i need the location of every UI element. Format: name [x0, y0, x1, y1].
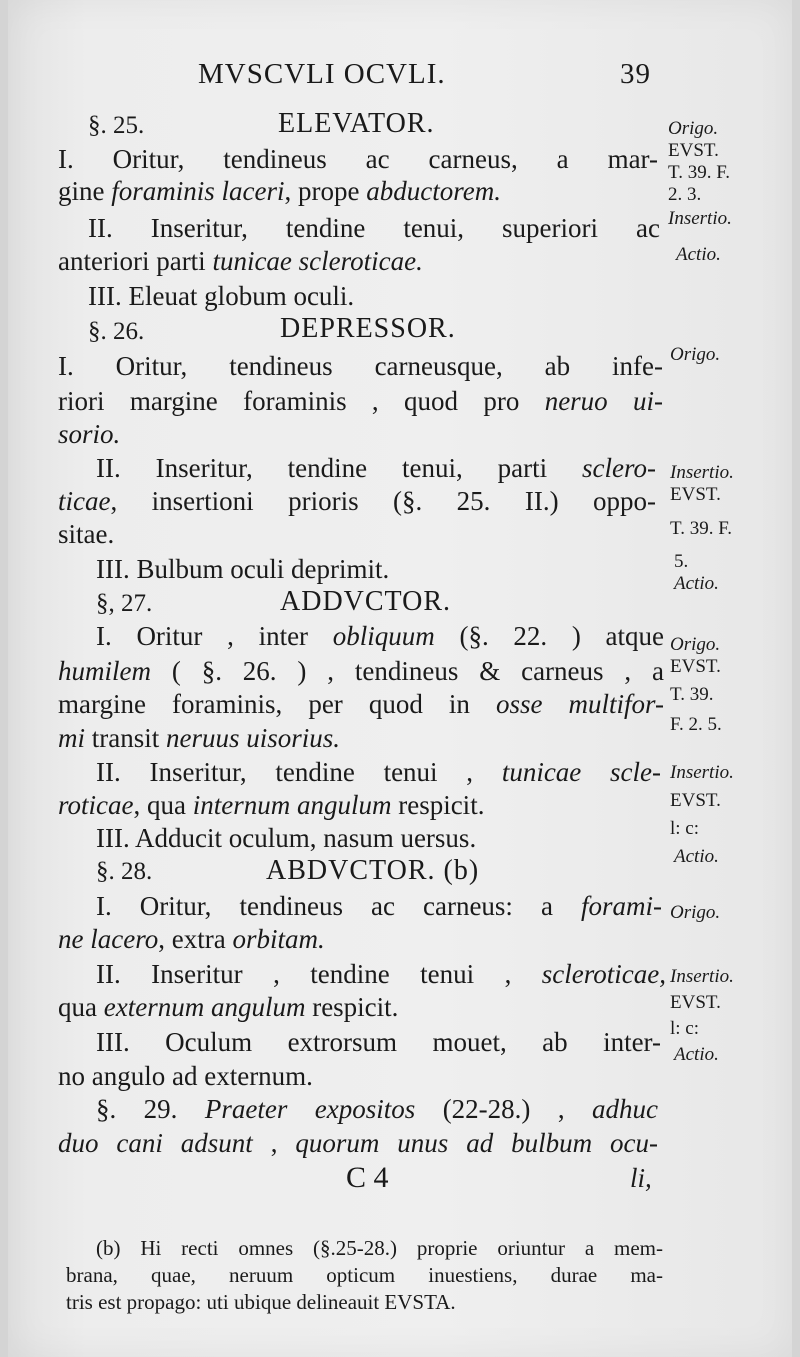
book-page: [8, 0, 792, 1357]
margin-note: T. 39.: [670, 684, 714, 705]
text-line: II. Inseritur, tendine tenui, parti sclero-: [96, 453, 656, 483]
section-number: §, 27.: [96, 590, 153, 617]
section-title: ELEVATOR.: [278, 108, 435, 139]
text-line: sorio.: [58, 419, 121, 449]
text-line: humilem ( §. 26. ) , tendineus & carneus , a: [58, 656, 664, 686]
margin-note: EVST.: [670, 484, 721, 505]
footnote-line: tris est propago: uti ubique delineauit EVSTA.: [66, 1290, 456, 1314]
margin-note: Origo.: [670, 344, 721, 365]
text-line: III. Oculum extrorsum mouet, ab inter-: [96, 1027, 661, 1057]
text-line: sitae.: [58, 519, 115, 549]
margin-note: 5.: [674, 551, 689, 572]
text-line: I. Oritur, tendineus ac carneus, a mar-: [58, 144, 658, 174]
section-number: §. 25.: [88, 112, 145, 139]
margin-note: Origo.: [668, 118, 719, 139]
text-line: I. Oritur , inter obliquum (§. 22. ) atque: [96, 621, 665, 651]
text-line: duo cani adsunt , quorum unus ad bulbum ocu-: [58, 1128, 658, 1158]
catchword: li,: [630, 1163, 652, 1193]
margin-note: Actio.: [674, 1044, 719, 1065]
margin-note: l: c:: [670, 818, 700, 839]
text-line: no angulo ad externum.: [58, 1061, 313, 1091]
margin-note: Insertio.: [670, 462, 734, 483]
margin-note: EVST.: [670, 992, 721, 1013]
margin-note: T. 39. F.: [668, 162, 730, 183]
margin-note: Actio.: [674, 846, 719, 867]
text-line: ne lacero, extra orbitam.: [58, 924, 325, 954]
footnote-line: brana, quae, neruum opticum inuestiens, durae ma-: [66, 1263, 663, 1287]
margin-note: Origo.: [670, 902, 721, 923]
text-line: II. Inseritur , tendine tenui , scleroticae,: [96, 959, 666, 989]
text-line: gine foraminis laceri, prope abductorem.: [58, 176, 501, 206]
text-line: I. Oritur, tendineus ac carneus: a forami-: [96, 891, 662, 921]
text-line: ticae, insertioni prioris (§. 25. II.) oppo-: [58, 486, 656, 516]
footnote-line: (b) Hi recti omnes (§.25-28.) proprie oriuntur a mem-: [96, 1236, 663, 1260]
margin-note: Insertio.: [670, 966, 734, 987]
section-number: §. 26.: [88, 318, 145, 345]
margin-note: Insertio.: [668, 208, 732, 229]
margin-note: Actio.: [676, 244, 721, 265]
section-title: DEPRESSOR.: [280, 313, 456, 344]
text-line: margine foraminis, per quod in osse multifor-: [58, 689, 664, 719]
text-line: II. Inseritur, tendine tenui, superiori ac: [88, 213, 660, 243]
margin-note: Actio.: [674, 573, 719, 594]
signature-mark: C 4: [346, 1161, 389, 1194]
margin-note: EVST.: [670, 656, 721, 677]
margin-note: T. 39. F.: [670, 518, 732, 539]
text-line: II. Inseritur, tendine tenui , tunicae scle-: [96, 757, 661, 787]
section-title: ADDVCTOR.: [280, 586, 452, 617]
text-line: III. Bulbum oculi deprimit.: [96, 554, 390, 584]
text-line: riori margine foraminis , quod pro neruo ui-: [58, 386, 664, 416]
margin-note: 2. 3.: [668, 184, 702, 205]
running-head-title: MVSCVLI OCVLI.: [198, 58, 446, 90]
section-number: §. 28.: [96, 858, 153, 885]
text-line: qua externum angulum respicit.: [58, 992, 399, 1022]
text-line: anteriori parti tunicae scleroticae.: [58, 246, 423, 276]
text-line: I. Oritur, tendineus carneusque, ab infe-: [58, 351, 663, 381]
margin-note: EVST.: [668, 140, 719, 161]
page-number: 39: [620, 58, 651, 90]
section-title: ABDVCTOR. (b): [266, 855, 480, 886]
text-line: roticae, qua internum angulum respicit.: [58, 790, 485, 820]
text-line: §. 29. Praeter expositos (22-28.) , adhuc: [96, 1094, 659, 1124]
text-line: III. Adducit oculum, nasum uersus.: [96, 823, 477, 853]
margin-note: EVST.: [670, 790, 721, 811]
text-line: mi transit neruus uisorius.: [58, 723, 341, 753]
margin-note: Insertio.: [670, 762, 734, 783]
text-line: III. Eleuat globum oculi.: [88, 281, 355, 311]
margin-note: F. 2. 5.: [670, 714, 722, 735]
margin-note: l: c:: [670, 1018, 700, 1039]
margin-note: Origo.: [670, 634, 721, 655]
